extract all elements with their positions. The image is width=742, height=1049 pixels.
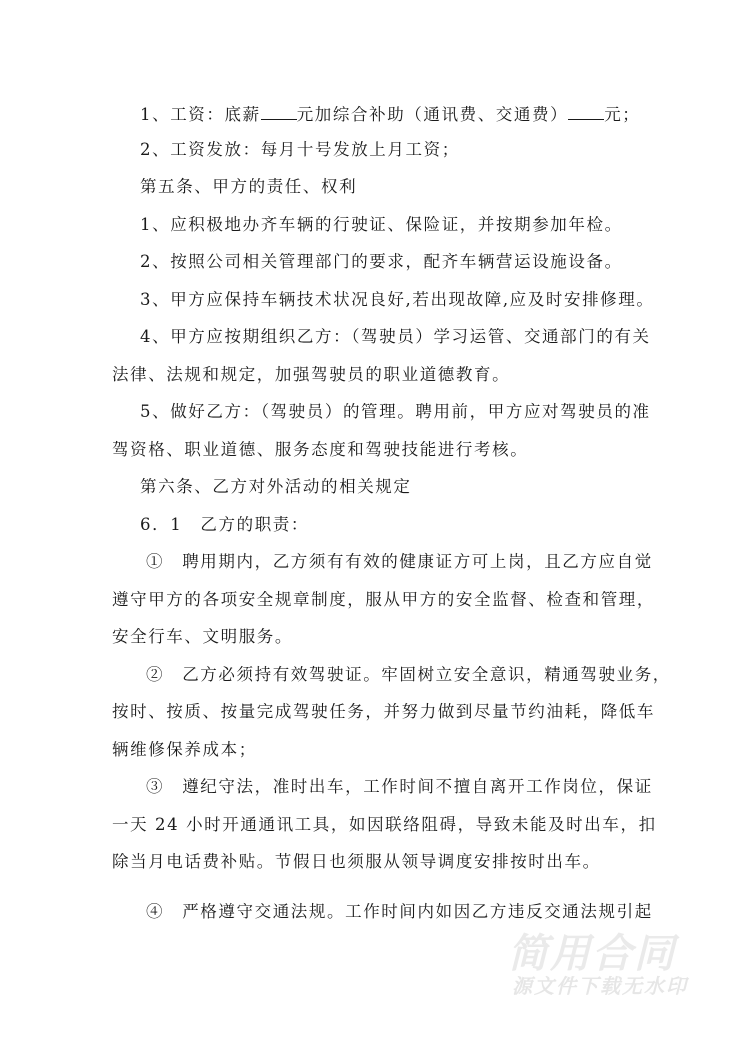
section-heading: 第五条、甲方的责任、权利: [140, 177, 358, 196]
paragraph-line: 一天 24 小时开通通讯工具，如因联络阻碍，导致未能及时出车，扣: [112, 815, 657, 834]
salary-label: 1、工资：底薪: [140, 105, 261, 124]
allowance-blank: [568, 103, 604, 120]
paragraph-line: 驾资格、职业道德、服务态度和驾驶技能进行考核。: [112, 440, 529, 459]
yuan-label: 元；: [604, 105, 641, 124]
paragraph-line: ② 乙方必须持有效驾驶证。牢固树立安全意识，精通驾驶业务，: [146, 665, 671, 684]
paragraph-line: 2、按照公司相关管理部门的要求，配齐车辆营运设施设备。: [140, 252, 623, 271]
subsection-heading: 6．1 乙方的职责：: [140, 515, 309, 534]
paragraph-line: 2、工资发放：每月十号发放上月工资；: [140, 140, 460, 159]
paragraph-line: 3、甲方应保持车辆技术状况良好,若出现故障,应及时安排修理。: [140, 290, 655, 309]
paragraph-line: 安全行车、文明服务。: [112, 627, 293, 646]
paragraph-line: ④ 严格遵守交通法规。工作时间内如因乙方违反交通法规引起: [146, 902, 653, 921]
paragraph-line: 法律、法规和规定，加强驾驶员的职业道德教育。: [112, 365, 511, 384]
paragraph-line: 1、应积极地办齐车辆的行驶证、保险证，并按期参加年检。: [140, 215, 623, 234]
paragraph-line: 按时、按质、按量完成驾驶任务，并努力做到尽量节约油耗，降低车: [112, 702, 655, 721]
paragraph-line: ③ 遵纪守法，准时出车，工作时间不擅自离开工作岗位，保证: [146, 777, 653, 796]
section-heading: 第六条、乙方对外活动的相关规定: [140, 477, 412, 496]
paragraph-line: 辆维修保养成本；: [112, 740, 257, 759]
watermark-subtitle: 源文件下载无水印: [512, 974, 688, 998]
salary-line: [140, 103, 641, 125]
paragraph-line: 5、做好乙方：（驾驶员）的管理。聘用前，甲方应对驾驶员的准: [140, 402, 651, 421]
paragraph-line: 4、甲方应按期组织乙方：（驾驶员）学习运管、交通部门的有关: [140, 327, 651, 346]
base-salary-blank: [261, 103, 297, 120]
allowance-label: 元加综合补助（通讯费、交通费）: [296, 105, 569, 124]
paragraph-line: 除当月电话费补贴。节假日也须服从领导调度安排按时出车。: [112, 852, 601, 871]
paragraph-line: ① 聘用期内，乙方须有有效的健康证方可上岗，且乙方应自觉: [146, 552, 653, 571]
watermark-title: 简用合同: [508, 931, 676, 977]
paragraph-line: 遵守甲方的各项安全规章制度，服从甲方的安全监督、检查和管理，: [112, 590, 655, 609]
